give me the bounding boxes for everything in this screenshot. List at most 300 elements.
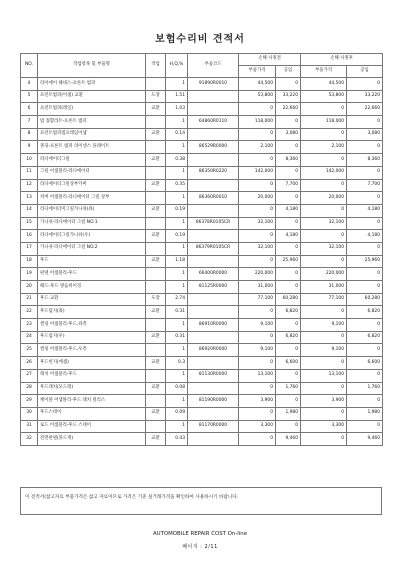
cell-before-labor: 0 bbox=[276, 242, 301, 255]
cell-item: 후드 bbox=[38, 255, 146, 268]
cell-part-code bbox=[188, 179, 239, 192]
cell-before-part-price: 3,300 bbox=[239, 420, 276, 433]
cell-after-part-price: 0 bbox=[301, 382, 347, 395]
cell-part-code: 86378R0105CR bbox=[188, 217, 239, 230]
cell-after-labor: 0 bbox=[347, 141, 383, 154]
cell-item: 라디에이터미그릴가니쉬(좌) bbox=[38, 204, 146, 217]
cell-item: 커버 어셈블리-라디에이터 그릴 상부 bbox=[38, 192, 146, 205]
table-row bbox=[21, 192, 383, 205]
header-item: 작업항목 및 부품명 bbox=[38, 54, 146, 78]
cell-work: 교환 bbox=[146, 204, 166, 217]
cell-work: 도장 bbox=[146, 90, 166, 103]
cell-before-labor: 0 bbox=[276, 395, 301, 408]
cell-before-part-price: 44,500 bbox=[239, 78, 276, 91]
cell-after-labor: 22,660 bbox=[347, 103, 383, 116]
cell-after-labor: 4,180 bbox=[347, 230, 383, 243]
cell-after-part-price: 0 bbox=[301, 154, 347, 167]
cell-before-part-price: 0 bbox=[239, 230, 276, 243]
cell-part-code: 86350R0220 bbox=[188, 166, 239, 179]
cell-after-labor: 4,180 bbox=[347, 204, 383, 217]
cell-after-labor: 6,600 bbox=[347, 357, 383, 370]
cell-after-labor: 0 bbox=[347, 78, 383, 91]
cell-part-code: 81130R0000 bbox=[188, 369, 239, 382]
cell-part-code: 81125R0000 bbox=[188, 281, 239, 294]
cell-part-code: 81190R0000 bbox=[188, 395, 239, 408]
cell-after-part-price: 0 bbox=[301, 128, 347, 141]
cell-hq: 1 bbox=[166, 395, 188, 408]
header-before-assessment: 손해 사정전 bbox=[239, 54, 301, 66]
cell-before-part-price: 0 bbox=[239, 103, 276, 116]
footer-service-name: AUTOMOBILE REPAIR COST On-line bbox=[152, 531, 248, 537]
cell-work bbox=[146, 217, 166, 230]
cell-hq: 1 bbox=[166, 78, 188, 91]
cell-no: 28 bbox=[21, 382, 38, 395]
cell-after-labor: 0 bbox=[347, 420, 383, 433]
cell-after-labor: 0 bbox=[347, 344, 383, 357]
cell-item: 후드립지(좌) bbox=[38, 306, 146, 319]
cell-hq: 0.31 bbox=[166, 306, 188, 319]
cell-part-code bbox=[188, 103, 239, 116]
cell-before-labor: 22,660 bbox=[276, 103, 301, 116]
cell-before-part-price: 220,000 bbox=[239, 268, 276, 281]
cell-item: 판넬 어셈블리-후드 bbox=[38, 268, 146, 281]
cell-hq: 0.38 bbox=[166, 154, 188, 167]
table-row bbox=[21, 230, 383, 243]
cell-no: 30 bbox=[21, 407, 38, 420]
cell-part-code bbox=[188, 204, 239, 217]
cell-after-part-price: 20,000 bbox=[301, 192, 347, 205]
cell-after-part-price: 53,800 bbox=[301, 90, 347, 103]
cell-hq: 0.19 bbox=[166, 230, 188, 243]
header-after-labor: 공임 bbox=[347, 66, 383, 78]
cell-part-code bbox=[188, 306, 239, 319]
cell-hq: 1 bbox=[166, 281, 188, 294]
table-row bbox=[21, 78, 383, 91]
table-row bbox=[21, 255, 383, 268]
cell-no: 6 bbox=[21, 103, 38, 116]
cell-work: 교환 bbox=[146, 128, 166, 141]
cell-after-labor: 33,220 bbox=[347, 90, 383, 103]
cell-after-labor: 8,360 bbox=[347, 154, 383, 167]
cell-before-labor: 0 bbox=[276, 141, 301, 154]
cell-before-part-price: 77,100 bbox=[239, 293, 276, 306]
cell-after-labor: 0 bbox=[347, 116, 383, 129]
cell-work bbox=[146, 281, 166, 294]
table-row bbox=[21, 204, 383, 217]
cell-work bbox=[146, 319, 166, 332]
cell-before-labor: 0 bbox=[276, 344, 301, 357]
cell-no: 13 bbox=[21, 192, 38, 205]
cell-hq: 0.43 bbox=[166, 433, 188, 446]
cell-item: 후드립지(우) bbox=[38, 331, 146, 344]
cell-hq: 0.14 bbox=[166, 128, 188, 141]
header-part-code: 부품코드 bbox=[188, 54, 239, 78]
cell-item: 라디에이터그릴상부카버 bbox=[38, 179, 146, 192]
table-row bbox=[21, 319, 383, 332]
table-row bbox=[21, 217, 383, 230]
table-row bbox=[21, 369, 383, 382]
cell-part-code: 86379R0105CR bbox=[188, 242, 239, 255]
cell-work bbox=[146, 192, 166, 205]
cell-after-labor: 7,700 bbox=[347, 179, 383, 192]
cell-hq: 1 bbox=[166, 268, 188, 281]
table-row bbox=[21, 344, 383, 357]
cell-item: 가니쉬-라디에이터 그릴 NO.2 bbox=[38, 242, 146, 255]
cell-item: 프런트범퍼(어셈) 교환 bbox=[38, 90, 146, 103]
cell-hq: 1 bbox=[166, 369, 188, 382]
table-row bbox=[21, 179, 383, 192]
cell-part-code bbox=[188, 128, 239, 141]
cell-before-part-price: 31,000 bbox=[239, 281, 276, 294]
cell-item: 라디에이터그릴 bbox=[38, 154, 146, 167]
cell-after-labor: 1,980 bbox=[347, 407, 383, 420]
cell-no: 14 bbox=[21, 204, 38, 217]
cell-hq: 1 bbox=[166, 420, 188, 433]
cell-item: 빔 접합라트-프론트 범퍼 bbox=[38, 116, 146, 129]
cell-part-code bbox=[188, 331, 239, 344]
cell-work bbox=[146, 166, 166, 179]
cell-part-code bbox=[188, 382, 239, 395]
cell-after-labor: 1,760 bbox=[347, 382, 383, 395]
cell-after-part-price: 0 bbox=[301, 407, 347, 420]
footer-page-number: 페이지 : 2/11 bbox=[182, 544, 218, 550]
cell-before-part-price: 20,000 bbox=[239, 192, 276, 205]
cell-before-labor: 0 bbox=[276, 420, 301, 433]
cell-part-code: 91890R0010 bbox=[188, 78, 239, 91]
cell-after-part-price: 44,500 bbox=[301, 78, 347, 91]
cell-after-part-price: 220,000 bbox=[301, 268, 347, 281]
cell-before-labor: 9,460 bbox=[276, 433, 301, 446]
cell-before-part-price: 0 bbox=[239, 407, 276, 420]
cell-before-part-price: 0 bbox=[239, 306, 276, 319]
cell-item: 래치 어셈블리-후드 bbox=[38, 369, 146, 382]
cell-after-part-price: 0 bbox=[301, 103, 347, 116]
cell-before-labor: 0 bbox=[276, 192, 301, 205]
cell-before-part-price: 0 bbox=[239, 331, 276, 344]
header-after-part-price: 부품가격 bbox=[301, 66, 347, 78]
cell-no: 21 bbox=[21, 293, 38, 306]
cell-before-labor: 1,980 bbox=[276, 407, 301, 420]
cell-item: 후드 교환 bbox=[38, 293, 146, 306]
header-after-assessment: 손해 사정후 bbox=[301, 54, 383, 66]
cell-no: 12 bbox=[21, 179, 38, 192]
cell-work bbox=[146, 242, 166, 255]
cell-hq: 1 bbox=[166, 166, 188, 179]
cell-item: 후드스테이 bbox=[38, 407, 146, 420]
cell-before-part-price: 32,100 bbox=[239, 242, 276, 255]
cell-after-part-price: 32,100 bbox=[301, 217, 347, 230]
cell-work: 교환 bbox=[146, 306, 166, 319]
cell-after-labor: 0 bbox=[347, 192, 383, 205]
cell-after-labor: 0 bbox=[347, 395, 383, 408]
cell-hq: 0.3 bbox=[166, 357, 188, 370]
cell-part-code bbox=[188, 357, 239, 370]
cell-part-code bbox=[188, 407, 239, 420]
cell-no: 22 bbox=[21, 306, 38, 319]
cell-after-part-price: 0 bbox=[301, 204, 347, 217]
cell-hq: 1 bbox=[166, 192, 188, 205]
cell-work bbox=[146, 395, 166, 408]
cell-work: 교환 bbox=[146, 103, 166, 116]
cell-after-labor: 60,280 bbox=[347, 293, 383, 306]
cell-before-labor: 25,960 bbox=[276, 255, 301, 268]
disclaimer-note: 이 견적서(참고자료 부품가격은 참고 자료이므로 가격은 기준 실거래가격을 확인하여 사용하시기 바랍니다. bbox=[20, 487, 382, 515]
cell-before-part-price: 9,100 bbox=[239, 319, 276, 332]
table-row bbox=[21, 382, 383, 395]
table-row bbox=[21, 433, 383, 446]
cell-hq: 1 bbox=[166, 217, 188, 230]
cell-after-part-price: 9,100 bbox=[301, 319, 347, 332]
cell-before-labor: 4,180 bbox=[276, 230, 301, 243]
cell-no: 5 bbox=[21, 90, 38, 103]
cell-part-code bbox=[188, 255, 239, 268]
cell-work bbox=[146, 116, 166, 129]
cell-work: 교환 bbox=[146, 255, 166, 268]
cell-no: 11 bbox=[21, 166, 38, 179]
cell-item: 가니쉬-라디에이터 그릴 NO.1 bbox=[38, 217, 146, 230]
table-row bbox=[21, 90, 383, 103]
cell-before-part-price: 2,100 bbox=[239, 141, 276, 154]
cell-item: 프런트범퍼(레일) bbox=[38, 103, 146, 116]
table-row bbox=[21, 407, 383, 420]
table-row bbox=[21, 331, 383, 344]
cell-no: 29 bbox=[21, 395, 38, 408]
cell-work bbox=[146, 141, 166, 154]
cell-hq: 1.03 bbox=[166, 103, 188, 116]
cell-part-code: 86529R0000 bbox=[188, 141, 239, 154]
cell-after-part-price: 118,000 bbox=[301, 116, 347, 129]
cell-after-part-price: 0 bbox=[301, 433, 347, 446]
table-row bbox=[21, 395, 383, 408]
cell-before-labor: 4,180 bbox=[276, 204, 301, 217]
cell-before-part-price: 142,000 bbox=[239, 166, 276, 179]
table-row bbox=[21, 116, 383, 129]
cell-after-part-price: 142,000 bbox=[301, 166, 347, 179]
cell-after-labor: 0 bbox=[347, 217, 383, 230]
cell-no: 9 bbox=[21, 141, 38, 154]
cell-work: 도장 bbox=[146, 293, 166, 306]
cell-before-part-price: 0 bbox=[239, 179, 276, 192]
cell-part-code bbox=[188, 293, 239, 306]
cell-before-labor: 60,280 bbox=[276, 293, 301, 306]
cell-no: 32 bbox=[21, 433, 38, 446]
cell-no: 24 bbox=[21, 331, 38, 344]
estimate-table bbox=[20, 53, 383, 446]
cell-hq: 1 bbox=[166, 116, 188, 129]
cell-before-part-price: 0 bbox=[239, 154, 276, 167]
cell-item: 프런트범퍼빔프레임어셈 bbox=[38, 128, 146, 141]
cell-before-part-price: 0 bbox=[239, 255, 276, 268]
table-row bbox=[21, 154, 383, 167]
cell-work: 교환 bbox=[146, 382, 166, 395]
cell-after-labor: 0 bbox=[347, 281, 383, 294]
cell-after-part-price: 32,100 bbox=[301, 242, 347, 255]
cell-item: 라디에이터그릴가니쉬(우) bbox=[38, 230, 146, 243]
cell-item: 전면판넬(몰드재) bbox=[38, 433, 146, 446]
cell-before-labor: 0 bbox=[276, 116, 301, 129]
cell-no: 18 bbox=[21, 255, 38, 268]
cell-hq: 2.74 bbox=[166, 293, 188, 306]
cell-after-part-price: 0 bbox=[301, 179, 347, 192]
cell-before-labor: 33,220 bbox=[276, 90, 301, 103]
cell-no: 15 bbox=[21, 217, 38, 230]
cell-no: 25 bbox=[21, 344, 38, 357]
cell-after-labor: 3,080 bbox=[347, 128, 383, 141]
cell-hq: 0.31 bbox=[166, 331, 188, 344]
cell-no: 10 bbox=[21, 154, 38, 167]
cell-item: 케이블 어셈블리-후드 래치 릴리스 bbox=[38, 395, 146, 408]
header-work: 작업 bbox=[146, 54, 166, 78]
cell-part-code: 86360R0010 bbox=[188, 192, 239, 205]
cell-hq: 0.19 bbox=[166, 204, 188, 217]
table-row bbox=[21, 141, 383, 154]
cell-after-part-price: 2,100 bbox=[301, 141, 347, 154]
cell-before-labor: 6,600 bbox=[276, 357, 301, 370]
cell-item: 로드 어셈블리-후드 스테이 bbox=[38, 420, 146, 433]
cell-after-part-price: 3,300 bbox=[301, 420, 347, 433]
cell-after-part-price: 0 bbox=[301, 331, 347, 344]
cell-item: 라이에이 헤네스-프론트 범퍼 bbox=[38, 78, 146, 91]
cell-after-labor: 25,960 bbox=[347, 255, 383, 268]
cell-before-part-price: 3,900 bbox=[239, 395, 276, 408]
cell-before-part-price: 0 bbox=[239, 357, 276, 370]
cell-after-labor: 6,820 bbox=[347, 306, 383, 319]
table-row bbox=[21, 293, 383, 306]
cell-no: 7 bbox=[21, 116, 38, 129]
cell-work bbox=[146, 369, 166, 382]
cell-hq: 0.09 bbox=[166, 407, 188, 420]
cell-no: 16 bbox=[21, 230, 38, 243]
cell-no: 23 bbox=[21, 319, 38, 332]
cell-part-code: 86910R0000 bbox=[188, 319, 239, 332]
cell-after-labor: 0 bbox=[347, 268, 383, 281]
cell-after-part-price: 31,000 bbox=[301, 281, 347, 294]
table-row bbox=[21, 357, 383, 370]
table-row bbox=[21, 242, 383, 255]
cell-after-part-price: 13,100 bbox=[301, 369, 347, 382]
table-row bbox=[21, 103, 383, 116]
cell-hq: 1 bbox=[166, 319, 188, 332]
cell-work bbox=[146, 420, 166, 433]
cell-before-part-price: 118,000 bbox=[239, 116, 276, 129]
cell-before-labor: 1,760 bbox=[276, 382, 301, 395]
cell-work bbox=[146, 78, 166, 91]
cell-before-part-price: 0 bbox=[239, 204, 276, 217]
cell-after-part-price: 0 bbox=[301, 357, 347, 370]
cell-hq: 0.08 bbox=[166, 382, 188, 395]
cell-work: 교환 bbox=[146, 154, 166, 167]
cell-before-labor: 0 bbox=[276, 217, 301, 230]
cell-work: 교환 bbox=[146, 433, 166, 446]
table-row bbox=[21, 306, 383, 319]
cell-hq: 1 bbox=[166, 141, 188, 154]
cell-part-code: 86920R0000 bbox=[188, 344, 239, 357]
cell-item: 그릴 어셈블리-라디에이터 bbox=[38, 166, 146, 179]
cell-no: 19 bbox=[21, 268, 38, 281]
cell-part-code bbox=[188, 230, 239, 243]
cell-hq: 1 bbox=[166, 344, 188, 357]
cell-part-code bbox=[188, 154, 239, 167]
cell-hq: 1 bbox=[166, 242, 188, 255]
cell-before-labor: 0 bbox=[276, 78, 301, 91]
cell-after-part-price: 77,100 bbox=[301, 293, 347, 306]
cell-after-part-price: 0 bbox=[301, 255, 347, 268]
cell-item: 씰링 어셈블리-후드,우측 bbox=[38, 344, 146, 357]
cell-part-code bbox=[188, 433, 239, 446]
cell-work bbox=[146, 268, 166, 281]
cell-no: 26 bbox=[21, 357, 38, 370]
cell-work: 교환 bbox=[146, 357, 166, 370]
cell-part-code bbox=[188, 90, 239, 103]
cell-before-part-price: 53,800 bbox=[239, 90, 276, 103]
cell-part-code: 64860R0110 bbox=[188, 116, 239, 129]
table-row bbox=[21, 128, 383, 141]
cell-before-part-price: 13,100 bbox=[239, 369, 276, 382]
cell-before-labor: 0 bbox=[276, 166, 301, 179]
cell-before-part-price: 32,100 bbox=[239, 217, 276, 230]
cell-after-part-price: 0 bbox=[301, 306, 347, 319]
cell-item: 패드-후드 방음히이징 bbox=[38, 281, 146, 294]
cell-before-part-price: 0 bbox=[239, 382, 276, 395]
header-before-labor: 공임 bbox=[276, 66, 301, 78]
table-row bbox=[21, 166, 383, 179]
header-before-part-price: 부품가격 bbox=[239, 66, 276, 78]
cell-no: 27 bbox=[21, 369, 38, 382]
cell-no: 8 bbox=[21, 128, 38, 141]
cell-item: 씰링 어셈블리-후드,좌측 bbox=[38, 319, 146, 332]
cell-work bbox=[146, 344, 166, 357]
cell-item: 후드힌지(에셈) bbox=[38, 357, 146, 370]
cell-after-labor: 0 bbox=[347, 369, 383, 382]
cell-no: 20 bbox=[21, 281, 38, 294]
cell-item: 후드래치(모드레) bbox=[38, 382, 146, 395]
cell-work: 교환 bbox=[146, 230, 166, 243]
document-title: 보험수리비 견적서 bbox=[155, 34, 245, 45]
header-no: NO. bbox=[21, 54, 38, 78]
cell-part-code: 66400R0000 bbox=[188, 268, 239, 281]
cell-after-part-price: 9,100 bbox=[301, 344, 347, 357]
cell-before-labor: 3,080 bbox=[276, 128, 301, 141]
cell-part-code: 81170R0000 bbox=[188, 420, 239, 433]
cell-no: 17 bbox=[21, 242, 38, 255]
cell-work: 교환 bbox=[146, 331, 166, 344]
cell-before-labor: 8,360 bbox=[276, 154, 301, 167]
cell-work: 교환 bbox=[146, 407, 166, 420]
cell-before-labor: 0 bbox=[276, 281, 301, 294]
cell-before-labor: 0 bbox=[276, 268, 301, 281]
cell-before-labor: 0 bbox=[276, 369, 301, 382]
cell-work: 교환 bbox=[146, 179, 166, 192]
cell-after-part-price: 3,900 bbox=[301, 395, 347, 408]
cell-before-part-price: 9,100 bbox=[239, 344, 276, 357]
cell-after-labor: 6,820 bbox=[347, 331, 383, 344]
cell-before-labor: 6,820 bbox=[276, 306, 301, 319]
cell-after-labor: 0 bbox=[347, 242, 383, 255]
cell-after-labor: 9,460 bbox=[347, 433, 383, 446]
cell-after-labor: 0 bbox=[347, 166, 383, 179]
cell-hq: 0.35 bbox=[166, 179, 188, 192]
table-row bbox=[21, 268, 383, 281]
cell-before-labor: 0 bbox=[276, 319, 301, 332]
table-row bbox=[21, 281, 383, 294]
cell-no: 31 bbox=[21, 420, 38, 433]
header-hq: H,Q,% bbox=[166, 54, 188, 78]
cell-no: 4 bbox=[21, 78, 38, 91]
cell-hq: 1.51 bbox=[166, 90, 188, 103]
cell-after-part-price: 0 bbox=[301, 230, 347, 243]
cell-before-labor: 7,700 bbox=[276, 179, 301, 192]
cell-hq: 1.18 bbox=[166, 255, 188, 268]
